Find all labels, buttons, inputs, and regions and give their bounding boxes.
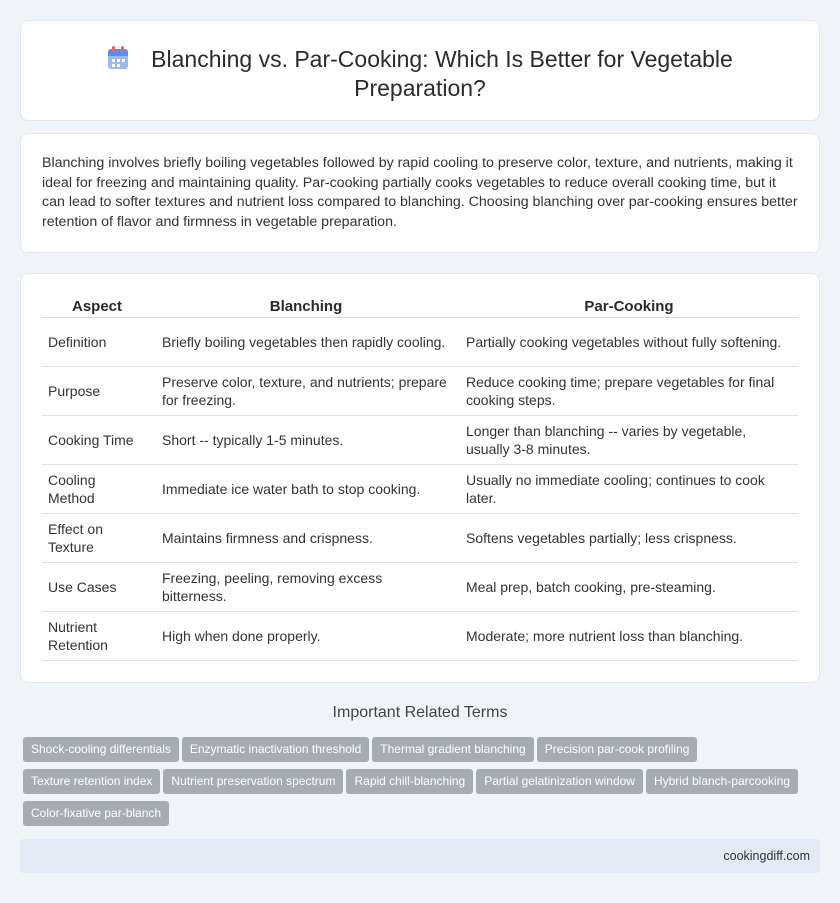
title-card	[20, 20, 820, 121]
table-row	[42, 465, 798, 514]
row-blanching: Freezing, peeling, removing excess bitterness.	[156, 563, 456, 612]
related-term-tag[interactable]: Nutrient preservation spectrum	[163, 769, 343, 794]
row-blanching: Maintains firmness and crispness.	[156, 514, 456, 563]
related-term-tag[interactable]: Thermal gradient blanching	[372, 737, 533, 762]
page-title-wrap	[81, 45, 759, 103]
row-aspect: Cooling Method	[42, 465, 152, 514]
table-row	[42, 416, 798, 465]
row-aspect: Nutrient Retention	[42, 612, 152, 661]
row-par-cooking: Softens vegetables partially; less crispness.	[460, 514, 798, 563]
row-par-cooking: Meal prep, batch cooking, pre-steaming.	[460, 563, 798, 612]
related-term-tag[interactable]: Texture retention index	[23, 769, 160, 794]
header-par-cooking: Par-Cooking	[460, 296, 798, 318]
table-row	[42, 612, 798, 661]
intro-paragraph: Blanching involves briefly boiling vegetables followed by rapid cooling to preserve color, texture, and nutrients, making it ideal for freezing and maintaining quality. Par-cooking partially cooks vegetables to reduce overall cooking time, but it can lead to softer textures and nutrient loss compared to blanching. Choosing blanching over par-cooking ensures better retention of flavor and firmness in vegetable preparation.	[42, 155, 798, 230]
row-par-cooking: Reduce cooking time; prepare vegetables for final cooking steps.	[460, 367, 798, 416]
related-term-tag[interactable]: Partial gelatinization window	[476, 769, 643, 794]
header-blanching: Blanching	[156, 296, 456, 318]
table-row	[42, 563, 798, 612]
footer-site-link[interactable]: cookingdiff.com	[723, 849, 810, 863]
row-blanching: Preserve color, texture, and nutrients; prepare for freezing.	[156, 367, 456, 416]
related-terms-heading: Important Related Terms	[332, 704, 508, 721]
header-aspect: Aspect	[42, 296, 152, 318]
intro-card	[20, 133, 820, 253]
related-term-tag[interactable]: Hybrid blanch-parcooking	[646, 769, 798, 794]
related-term-tag[interactable]: Enzymatic inactivation threshold	[182, 737, 369, 762]
related-term-tag[interactable]: Precision par-cook profiling	[537, 737, 698, 762]
row-aspect: Effect on Texture	[42, 514, 152, 563]
calendar-icon	[107, 46, 129, 70]
row-blanching: High when done properly.	[156, 612, 456, 661]
footer	[20, 839, 820, 873]
related-term-tag[interactable]: Shock-cooling differentials	[23, 737, 179, 762]
comparison-table	[42, 296, 798, 661]
row-par-cooking: Usually no immediate cooling; continues to cook later.	[460, 465, 798, 514]
comparison-card	[20, 273, 820, 683]
row-par-cooking: Longer than blanching -- varies by vegetable, usually 3-8 minutes.	[460, 416, 798, 465]
related-term-tag[interactable]: Color-fixative par-blanch	[23, 801, 169, 826]
table-row	[42, 514, 798, 563]
row-blanching: Short -- typically 1-5 minutes.	[156, 416, 456, 465]
row-blanching: Briefly boiling vegetables then rapidly cooling.	[156, 318, 456, 367]
page-title: Blanching vs. Par-Cooking: Which Is Better for Vegetable Preparation?	[151, 46, 733, 101]
row-aspect: Cooking Time	[42, 416, 152, 465]
table-header-row	[42, 296, 798, 318]
related-term-tag[interactable]: Rapid chill-blanching	[346, 769, 473, 794]
related-terms-list	[23, 737, 823, 833]
row-blanching: Immediate ice water bath to stop cooking.	[156, 465, 456, 514]
row-par-cooking: Partially cooking vegetables without fully softening.	[460, 318, 798, 367]
table-row	[42, 367, 798, 416]
row-aspect: Purpose	[42, 367, 152, 416]
table-row	[42, 318, 798, 367]
row-aspect: Definition	[42, 318, 152, 367]
row-par-cooking: Moderate; more nutrient loss than blanching.	[460, 612, 798, 661]
row-aspect: Use Cases	[42, 563, 152, 612]
